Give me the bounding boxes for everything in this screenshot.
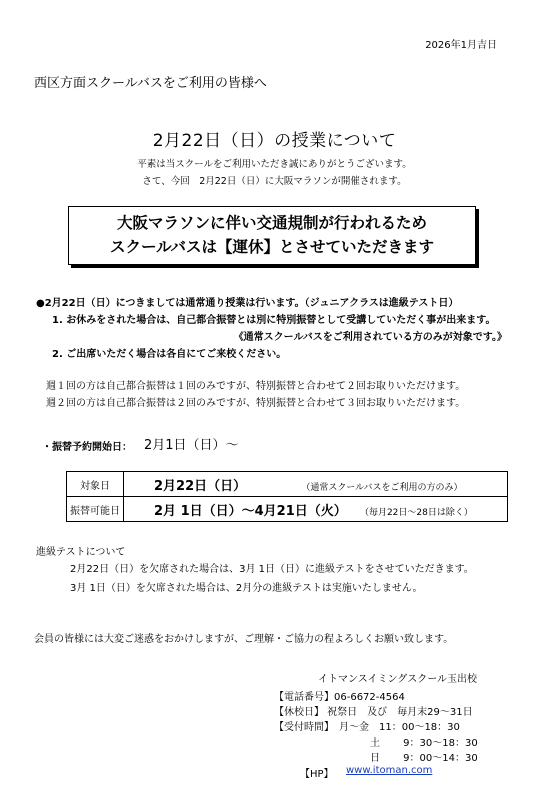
- closing-message: 会員の皆様には大変ご迷惑をおかけしますが、ご理解・ご協力の程よろしくお願い致します。: [34, 634, 454, 645]
- notice-box: [68, 206, 476, 265]
- period-note: （毎月22日～28日は除く）: [359, 507, 473, 518]
- homepage-link[interactable]: www.itoman.com: [346, 765, 433, 776]
- page-title: 2月22日（日）の授業について: [152, 131, 397, 151]
- transfer-line-2: 週２回の方は自己都合振替は２回のみですが、特別振替と合わせて３回お取りいただけます。: [46, 398, 466, 409]
- table-header-period: 振替可能日: [67, 497, 124, 522]
- transfer-line-1: 週１回の方は自己都合振替は１回のみですが、特別振替と合わせて２回お取りいただけます。: [46, 381, 466, 392]
- details-main: ●2月22日（日）につきましては通常通り授業は行います。（ジュニアクラスは進級テスト日）: [36, 298, 459, 309]
- footer-school: イトマンスイミングスクール玉出校: [318, 674, 477, 685]
- greeting: 西区方面スクールバスをご利用の皆様へ: [34, 76, 267, 91]
- table-header-target: 対象日: [67, 472, 124, 497]
- issue-date: 2026年1月吉日: [425, 40, 497, 51]
- table-cell-period: [124, 497, 508, 522]
- intro-line-2: さて、今回 2月22日（日）に大阪マラソンが開催されます。: [142, 176, 407, 187]
- footer-hours-sun: 日 9：00～14：30: [370, 753, 478, 764]
- schedule-value: 2月1日（日）～: [144, 438, 239, 453]
- footer-phone: 【電話番号】06-6672-4564: [274, 692, 405, 703]
- table-cell-target: [124, 472, 508, 497]
- target-date: 2月22日（日）: [154, 478, 247, 494]
- footer-hp-label: 【HP】: [300, 769, 334, 780]
- footer-hours-weekday: 【受付時間】 月～金 11：00～18：30: [274, 722, 460, 733]
- footer-hours-sat: 土 9：30～18：30: [370, 738, 478, 749]
- test-line-1: 2月22日（日）を欠席された場合は、3月 1日（日）に進級テストをさせていただきます。: [70, 564, 474, 575]
- details-item-1: 1. お休みをされた場合は、自己都合振替とは別に特別振替として受講していただく事が出来ます。: [52, 315, 496, 326]
- details-item-1-note: 《通常スクールバスをご利用されている方のみが対象です。》: [233, 332, 507, 343]
- notice-line-1: 大阪マラソンに伴い交通規制が行われるため: [116, 214, 427, 232]
- intro-line-1: 平素は当スクールをご利用いただき誠にありがとうございます。: [137, 159, 412, 170]
- footer-closed: 【休校日】 祝祭日 及び 毎月末29～31日: [274, 707, 473, 718]
- schedule-label: ・振替予約開始日：: [42, 442, 132, 453]
- notice-line-2: スクールバスは【運休】とさせていただきます: [109, 238, 435, 256]
- test-heading: 進級テストについて: [36, 547, 126, 558]
- details-item-2: 2. ご出席いただく場合は各自にてご来校ください。: [52, 349, 287, 360]
- table-row: [67, 472, 508, 497]
- target-note: （通常スクールバスをご利用の方のみ）: [301, 482, 463, 493]
- period-dates: 2月 1日（日）～4月21日（火）: [154, 503, 347, 519]
- table-row: [67, 497, 508, 522]
- test-line-2: 3月 1日（日）を欠席された場合は、2月分の進級テストは実施いたしません。: [70, 583, 423, 594]
- schedule-table: [66, 471, 508, 522]
